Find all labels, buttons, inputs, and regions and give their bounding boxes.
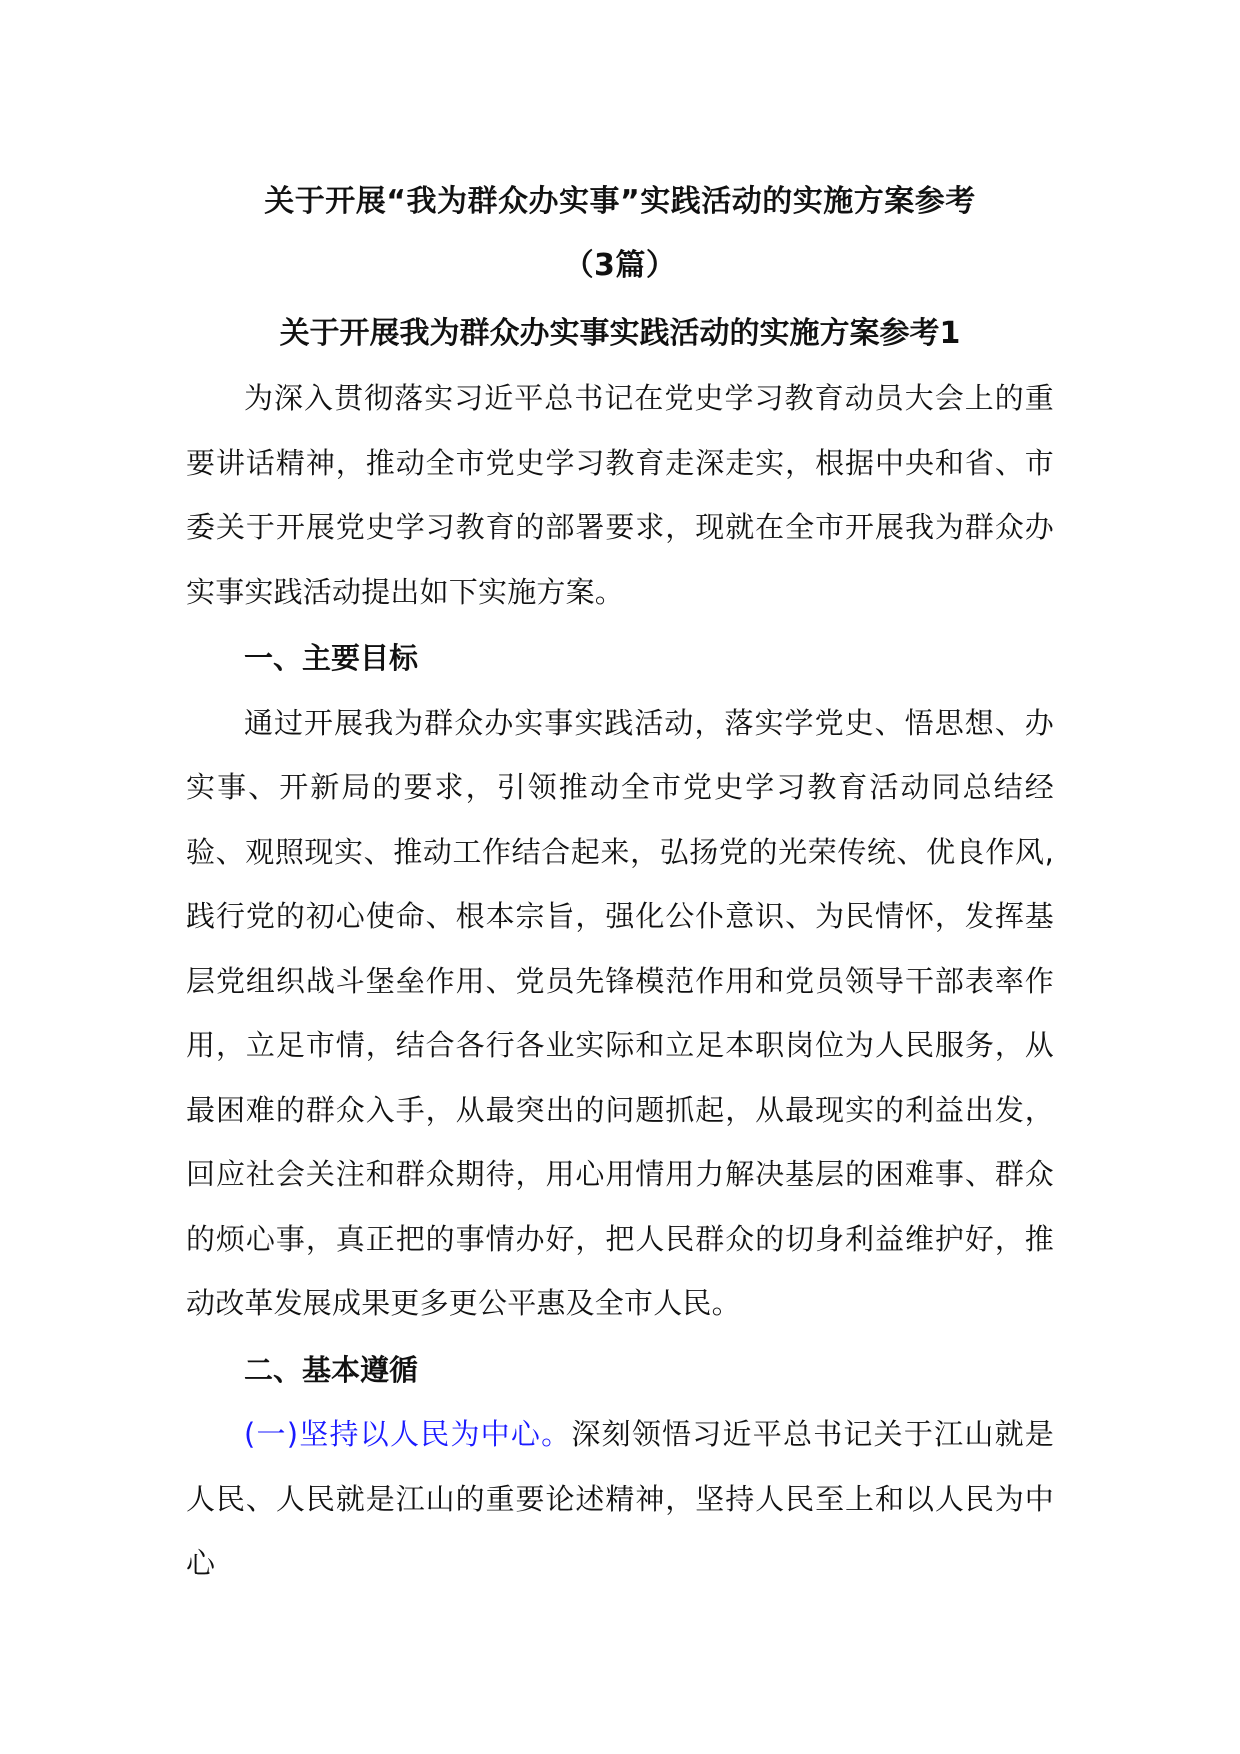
principle-paragraph-1 (186, 1402, 1054, 1596)
document-title: 关于开展“我为群众办实事”实践活动的实施方案参考 (264, 184, 976, 219)
principle-1-label: (一)坚持以人民为中心。 (244, 1417, 572, 1451)
goals-paragraph: 通过开展我为群众办实事实践活动，落实学党史、悟思想、办实事、开新局的要求，引领推动全市党史学习教育活动同总结经验、观照现实、推动工作结合起来，弘扬党的光荣传统、优良作风,践行党的初心使命、根本宗旨，强化公仆意识、为民情怀，发挥基层党组织战斗堡垒作用、党员先锋模范作用和党员领导干部表率作用，立足市情，结合各行各业实际和立足本职岗位为人民服务，从最困难的群众入手，从最突出的问题抓起，从最现实的利益出发，回应社会关注和群众期待，用心用情用力解决基层的困难事、群众的烦心事，真正把的事情办好，把人民群众的切身利益维护好，推动改革发展成果更多更公平惠及全市人民。 (186, 705, 1054, 1320)
intro-paragraph: 为深入贯彻落实习近平总书记在党史学习教育动员大会上的重要讲话精神，推动全市党史学习教育走深走实，根据中央和省、市委关于开展党史学习教育的部署要求，现就在全市开展我为群众办实事实践活动提出如下实施方案。 (186, 381, 1054, 609)
document-title-count: （3篇） (563, 248, 677, 283)
section-heading-principles: 二、基本遵循 (244, 1352, 419, 1387)
principle-1-body: 深刻领悟习近平总书记关于江山就是人民、人民就是江山的重要论述精神，坚持人民至上和以人民为中心 (186, 1417, 1055, 1580)
section-heading-goals: 一、主要目标 (244, 641, 419, 675)
document-content (186, 170, 1054, 1596)
document-subtitle: 关于开展我为群众办实事实践活动的实施方案参考1 (279, 316, 961, 351)
